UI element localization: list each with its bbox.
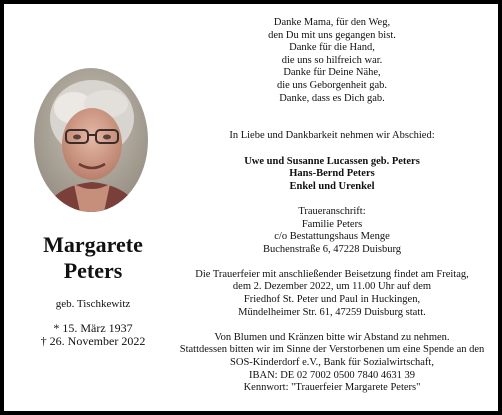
mourner-line: Hans-Bernd Peters — [289, 168, 375, 180]
poem-line: Danke für die Hand, — [289, 42, 375, 54]
donation-line: Kennwort: "Trauerfeier Margarete Peters" — [243, 382, 421, 394]
donation-line: Von Blumen und Kränzen bitte wir Abstand zu nehmen. — [214, 331, 450, 343]
donation-line: SOS-Kinderdorf e.V., Bank für Sozialwirtschaft, — [230, 357, 434, 369]
donation-line: IBAN: DE 02 7002 0500 7840 4631 39 — [249, 369, 415, 381]
farewell-intro: In Liebe und Dankbarkeit nehmen wir Abschied: — [229, 130, 435, 142]
address-line: c/o Bestattungshaus Menge — [274, 231, 390, 243]
address-line: Familie Peters — [301, 218, 363, 230]
ceremony-line: Mündelheimer Str. 61, 47259 Duisburg statt. — [238, 306, 426, 318]
deceased-info — [18, 232, 168, 348]
obituary-text — [172, 17, 492, 395]
mourners — [172, 156, 492, 194]
ceremony-line: Friedhof St. Peter und Paul in Huckingen, — [243, 294, 421, 306]
poem-line: Danke Mama, für den Weg, — [273, 17, 391, 28]
address-block — [172, 206, 492, 256]
poem-line: die uns Geborgenheit gab. — [276, 79, 388, 91]
birth-date: * 15. März 1937 — [53, 321, 133, 335]
address-line: Traueranschrift: — [298, 205, 366, 217]
ceremony-info — [172, 269, 492, 319]
deceased-last-name: Peters — [63, 258, 123, 283]
deceased-first-name: Margarete — [43, 232, 143, 257]
birth-name: geb. Tischkewitz — [55, 298, 131, 310]
poem-line: Danke für Deine Nähe, — [283, 67, 381, 79]
poem-line: Danke, dass es Dich gab. — [279, 92, 385, 104]
ceremony-line: Die Trauerfeier mit anschließender Beisetzung findet am Freitag, — [195, 268, 469, 280]
ceremony-line: dem 2. Dezember 2022, um 11.00 Uhr auf dem — [232, 281, 432, 293]
donation-info — [172, 332, 492, 395]
poem-line: den Du mit uns gegangen bist. — [268, 29, 396, 41]
mourner-line: Uwe und Susanne Lucassen geb. Peters — [244, 155, 420, 167]
poem — [172, 17, 492, 105]
mourner-line: Enkel und Urenkel — [289, 180, 375, 192]
address-line: Buchenstraße 6, 47228 Duisburg — [262, 243, 402, 255]
poem-line: die uns so hilfreich war. — [281, 54, 383, 66]
death-date: † 26. November 2022 — [40, 334, 146, 348]
portrait-photo — [34, 68, 148, 212]
donation-line: Stattdessen bitten wir im Sinne der Verstorbenen um eine Spende an den — [179, 344, 485, 356]
